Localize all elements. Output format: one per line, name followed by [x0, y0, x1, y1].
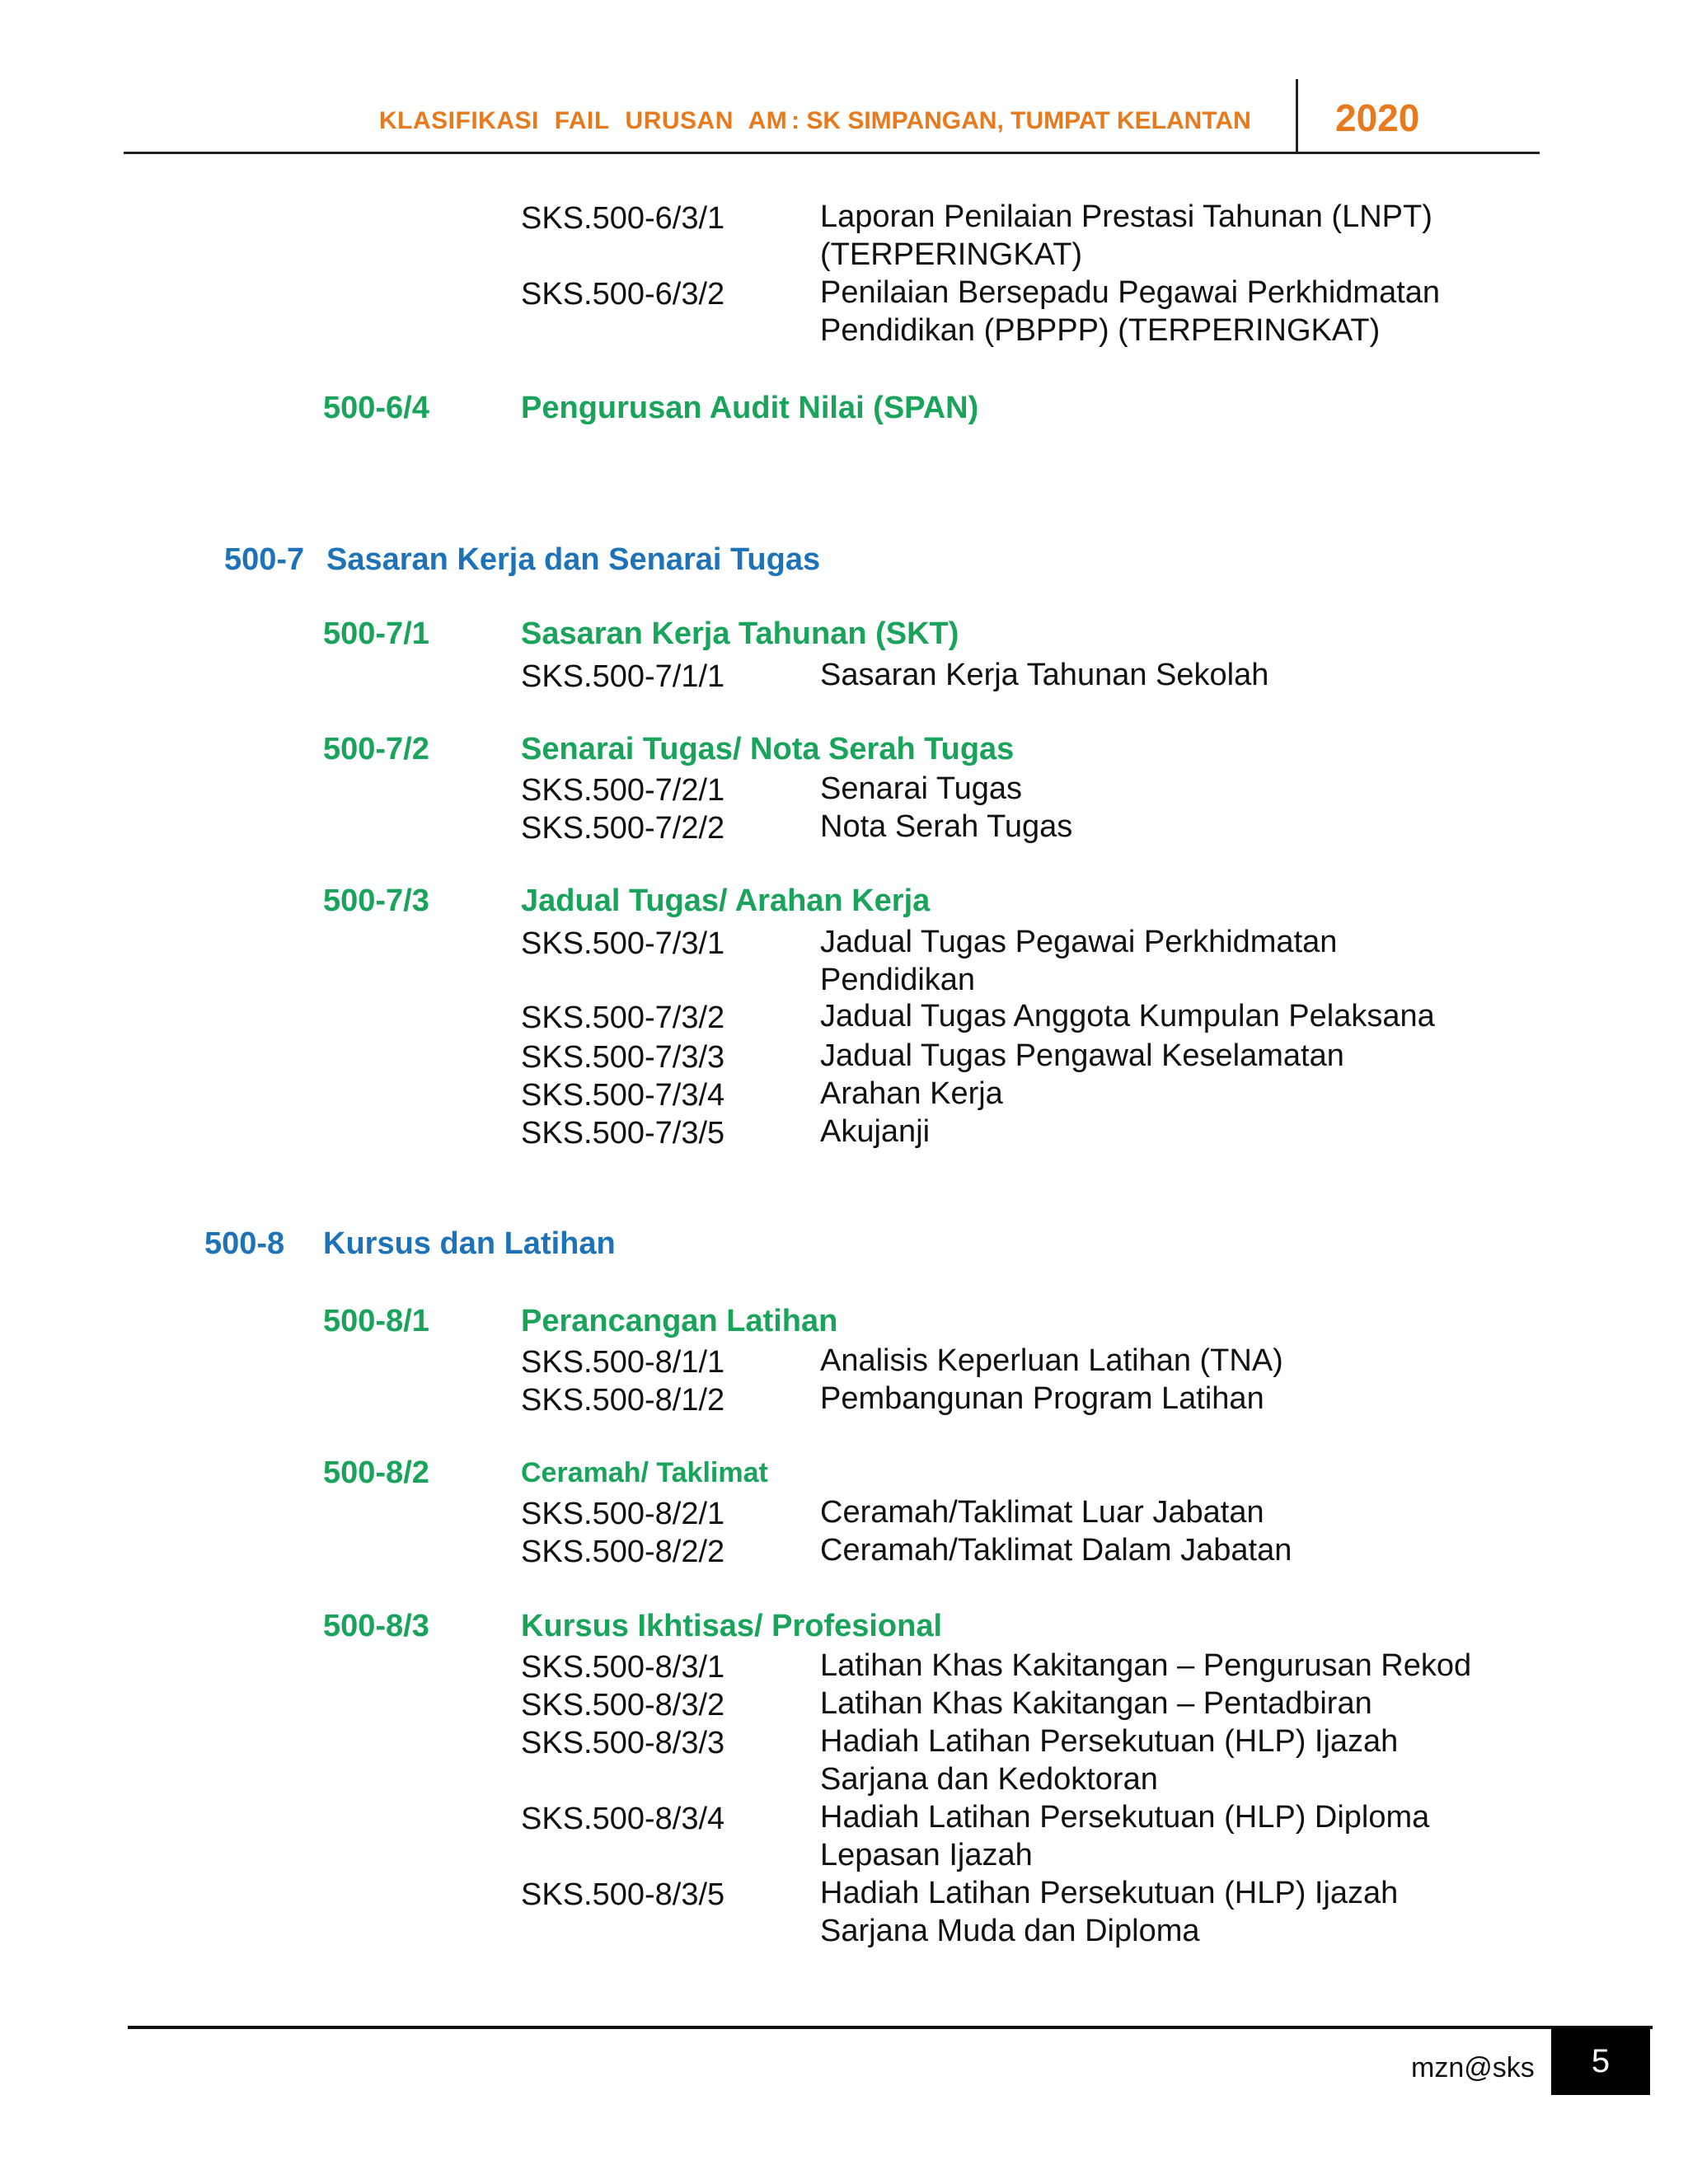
file-description: Laporan Penilaian Prestasi Tahunan (LNPT) (TERPERINGKAT)	[820, 199, 1432, 272]
file-code: SKS.500-7/2/1	[521, 773, 725, 808]
header-label	[379, 107, 795, 135]
file-description: Jadual Tugas Pengawal Keselamatan	[820, 1038, 1344, 1073]
subsection-title: Pengurusan Audit Nilai (SPAN)	[521, 391, 979, 425]
file-description: Arahan Kerja	[820, 1076, 1003, 1111]
subsection-code: 500-8/2	[323, 1455, 429, 1490]
file-description: Ceramah/Taklimat Luar Jabatan	[820, 1495, 1264, 1530]
subsection-title: Senarai Tugas/ Nota Serah Tugas	[521, 732, 1015, 766]
file-description: Ceramah/Taklimat Dalam Jabatan	[820, 1533, 1292, 1568]
file-description: Senarai Tugas	[820, 771, 1023, 806]
file-description: Jadual Tugas Pegawai Perkhidmatan Pendidikan	[820, 925, 1338, 997]
header-label-word: FAIL	[554, 107, 610, 134]
footer-credit: mzn@sks	[1411, 2052, 1535, 2083]
section-code: 500-8	[204, 1226, 285, 1261]
subsection-code: 500-7/2	[323, 732, 429, 766]
file-code: SKS.500-8/2/1	[521, 1497, 725, 1531]
file-code: SKS.500-7/3/2	[521, 1001, 725, 1035]
file-code: SKS.500-8/2/2	[521, 1535, 725, 1569]
file-description: Sasaran Kerja Tahunan Sekolah	[820, 658, 1269, 692]
file-description: Hadiah Latihan Persekutuan (HLP) Ijazah Sarjana Muda dan Diploma	[820, 1876, 1399, 1948]
file-code: SKS.500-6/3/1	[521, 201, 725, 236]
file-code: SKS.500-8/3/3	[521, 1726, 725, 1760]
file-description: Akujanji	[820, 1114, 931, 1149]
file-code: SKS.500-8/1/2	[521, 1383, 725, 1418]
file-code: SKS.500-7/1/1	[521, 659, 725, 694]
subsection-code: 500-8/1	[323, 1304, 429, 1338]
file-description: Penilaian Bersepadu Pegawai Perkhidmatan Pendidikan (PBPPP) (TERPERINGKAT)	[820, 275, 1441, 348]
file-description: Latihan Khas Kakitangan – Pentadbiran	[820, 1686, 1372, 1721]
file-code: SKS.500-8/1/1	[521, 1345, 725, 1380]
file-code: SKS.500-8/3/5	[521, 1877, 725, 1912]
file-description: Nota Serah Tugas	[820, 809, 1073, 844]
header-label-word: KLASIFIKASI	[379, 107, 539, 134]
file-description: Jadual Tugas Anggota Kumpulan Pelaksana	[820, 999, 1435, 1033]
file-code: SKS.500-7/3/1	[521, 926, 725, 961]
header-label-word: AM	[748, 107, 788, 134]
section-title: Sasaran Kerja dan Senarai Tugas	[326, 542, 821, 577]
subsection-title: Perancangan Latihan	[521, 1304, 838, 1338]
subsection-title: Sasaran Kerja Tahunan (SKT)	[521, 616, 959, 651]
file-code: SKS.500-8/3/2	[521, 1688, 725, 1722]
section-title: Kursus dan Latihan	[323, 1226, 616, 1261]
header-year: 2020	[1335, 96, 1420, 139]
file-code: SKS.500-8/3/4	[521, 1802, 725, 1836]
header-school: : SK SIMPANGAN, TUMPAT KELANTAN	[791, 107, 1251, 134]
subsection-code: 500-6/4	[323, 391, 429, 425]
file-description: Hadiah Latihan Persekutuan (HLP) Ijazah Sarjana dan Kedoktoran	[820, 1724, 1399, 1797]
file-description: Hadiah Latihan Persekutuan (HLP) Diploma Lepasan Ijazah	[820, 1800, 1430, 1872]
file-code: SKS.500-8/3/1	[521, 1650, 725, 1685]
section-code: 500-7	[224, 542, 305, 577]
file-code: SKS.500-6/3/2	[521, 277, 725, 312]
subsection-title: Jadual Tugas/ Arahan Kerja	[521, 883, 931, 918]
header-rule	[124, 152, 1540, 154]
subsection-code: 500-8/3	[323, 1609, 429, 1643]
file-code: SKS.500-7/2/2	[521, 811, 725, 846]
file-description: Analisis Keperluan Latihan (TNA)	[820, 1343, 1283, 1378]
footer-rule	[128, 2026, 1653, 2029]
file-description: Pembangunan Program Latihan	[820, 1381, 1264, 1416]
subsection-code: 500-7/3	[323, 883, 429, 918]
subsection-title: Ceramah/ Taklimat	[521, 1457, 768, 1488]
header-divider	[1296, 79, 1298, 153]
subsection-title: Kursus Ikhtisas/ Profesional	[521, 1609, 943, 1643]
page-header	[0, 0, 1688, 157]
file-description: Latihan Khas Kakitangan – Pengurusan Rekod	[820, 1648, 1472, 1683]
header-label-word: URUSAN	[625, 107, 734, 134]
file-code: SKS.500-7/3/4	[521, 1078, 725, 1113]
subsection-code: 500-7/1	[323, 616, 429, 651]
file-code: SKS.500-7/3/3	[521, 1040, 725, 1075]
page-number: 5	[1551, 2027, 1650, 2095]
file-code: SKS.500-7/3/5	[521, 1116, 725, 1151]
